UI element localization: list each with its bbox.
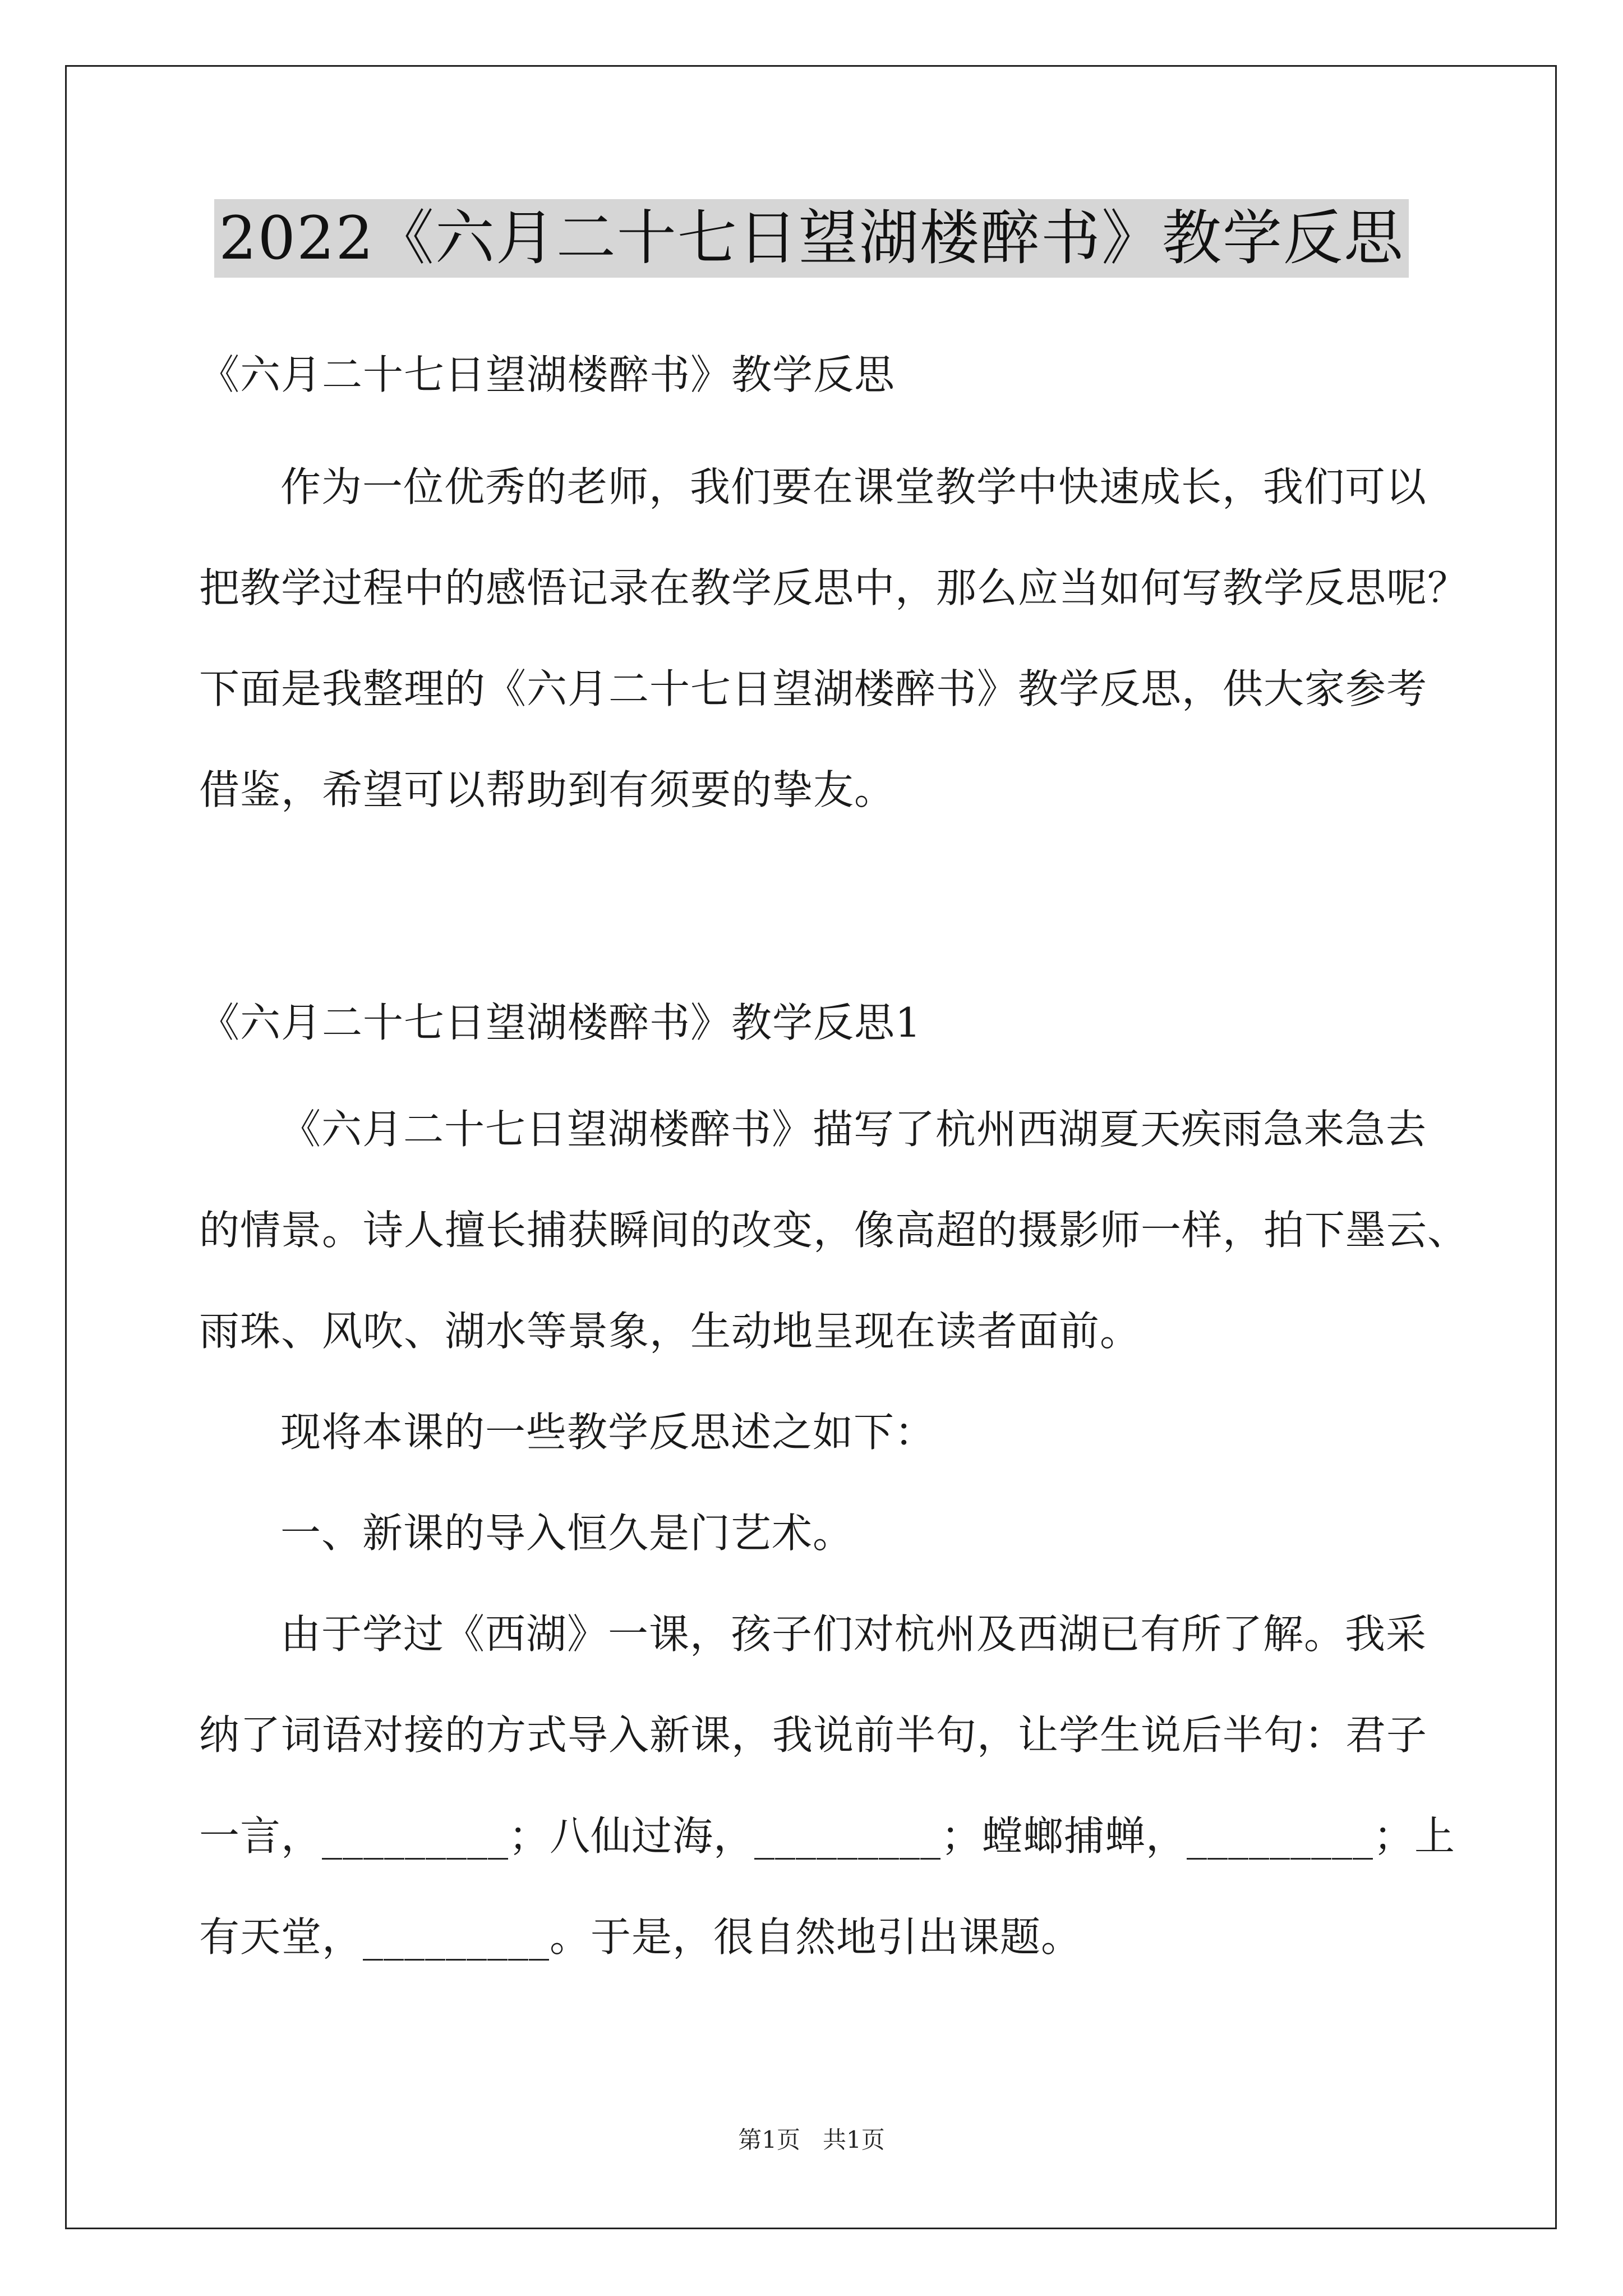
intro-paragraph-line: 把教学过程中的感悟记录在教学反思中，那么应当如何写教学反思呢？: [199, 564, 1469, 611]
section-heading: 《六月二十七日望湖楼醉书》教学反思1: [199, 999, 921, 1046]
intro-paragraph-line: 下面是我整理的《六月二十七日望湖楼醉书》教学反思，供大家参考: [199, 665, 1428, 712]
body-paragraph-line: 雨珠、风吹、湖水等景象，生动地呈现在读者面前。: [199, 1308, 1141, 1355]
body-paragraph-line: 纳了词语对接的方式导入新课，我说前半句，让学生说后半句：君子: [199, 1711, 1428, 1759]
subtitle-heading: 《六月二十七日望湖楼醉书》教学反思: [199, 351, 896, 398]
document-title: 2022《六月二十七日望湖楼醉书》教学反思: [214, 199, 1409, 278]
body-paragraph-line: 的情景。诗人擅长捕获瞬间的改变，像高超的摄影师一样，拍下墨云、: [199, 1207, 1469, 1254]
intro-paragraph-line: 作为一位优秀的老师，我们要在课堂教学中快速成长，我们可以: [280, 463, 1427, 510]
title-container: [0, 199, 1623, 278]
body-paragraph-line: 有天堂，_________。于是，很自然地引出课题。: [199, 1913, 1082, 1961]
point-heading: 一、新课的导入恒久是门艺术。: [280, 1510, 854, 1557]
body-paragraph-line: 《六月二十七日望湖楼醉书》描写了杭州西湖夏天疾雨急来急去: [280, 1106, 1427, 1153]
intro-paragraph-line: 借鉴，希望可以帮助到有须要的挚友。: [199, 766, 896, 813]
body-paragraph-line: 现将本课的一些教学反思述之如下：: [280, 1409, 936, 1456]
page-footer: 第1页 共1页: [738, 2126, 885, 2154]
body-paragraph-line: 由于学过《西湖》一课，孩子们对杭州及西湖已有所了解。我采: [280, 1611, 1427, 1658]
body-paragraph-line: 一言，_________；八仙过海，_________；螳螂捕蝉，_________；上: [199, 1812, 1456, 1860]
